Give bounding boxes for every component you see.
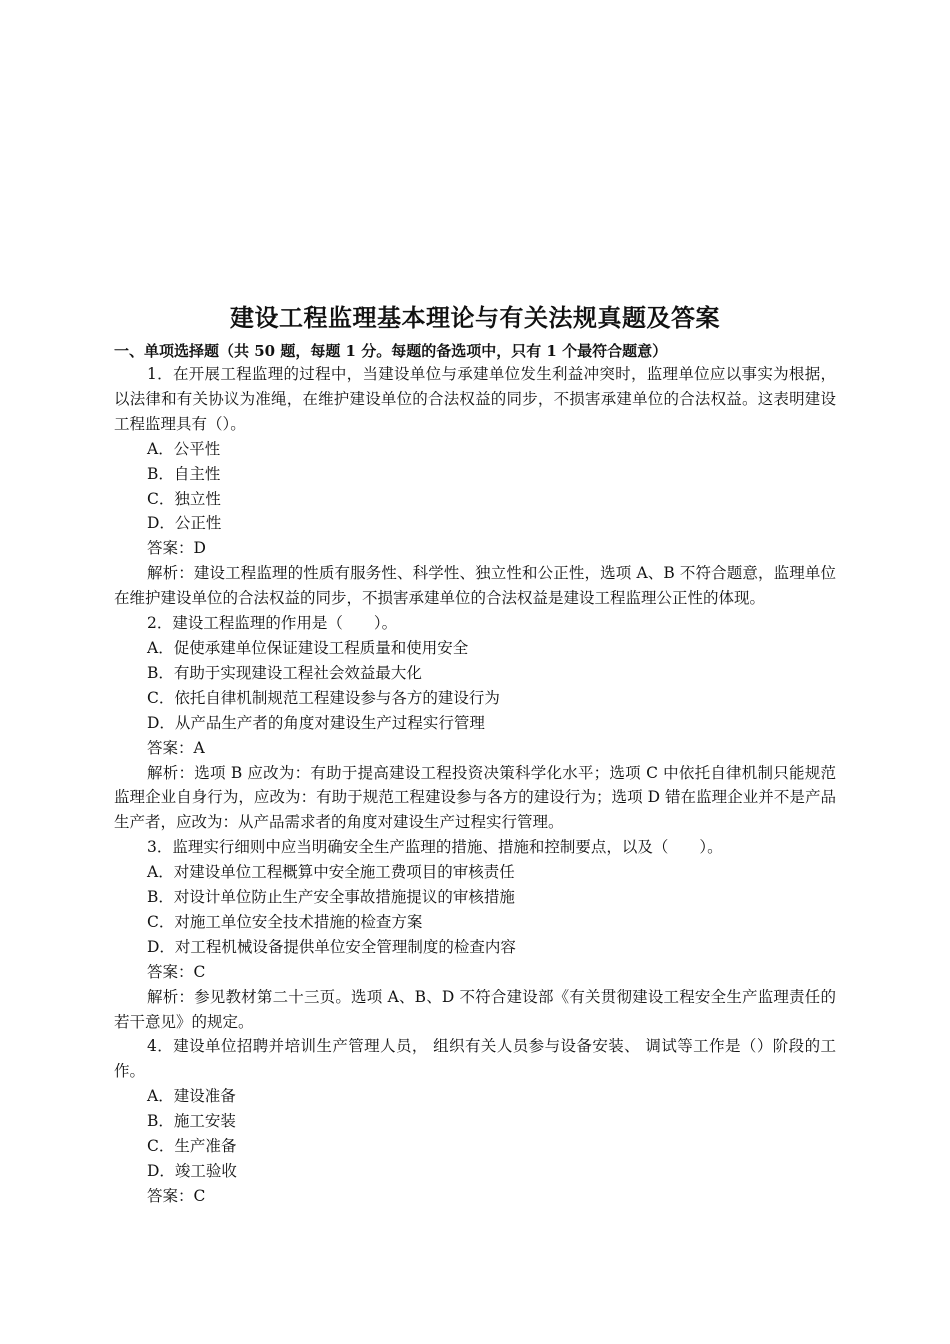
analysis-text: 解析：选项 B 应改为：有助于提高建设工程投资决策科学化水平；选项 C 中依托自律机制只能规范监理企业自身行为，应改为：有助于规范工程建设参与各方的建设行为；选项 D 错在监理企业并不是产品生产者，应改为：从产品需求者的角度对建设生产过程实行管理。 [114,763,836,832]
answer-line: 答案：D [147,539,206,558]
document-title: 建设工程监理基本理论与有关法规真题及答案 [230,303,720,332]
option-item: C．对施工单位安全技术措施的检查方案 [147,912,423,931]
option-item: A．建设准备 [147,1087,236,1106]
option-item: B．有助于实现建设工程社会效益最大化 [147,663,422,682]
option-item: D．从产品生产者的角度对建设生产过程实行管理 [147,713,485,732]
answer-line: 答案：C [147,1186,206,1205]
question-stem: 4．建设单位招聘并培训生产管理人员， 组织有关人员参与设备安装、 调试等工作是（）阶段的工作。 [114,1037,837,1081]
questions-body [114,362,836,1209]
option-item: B．施工安装 [147,1112,236,1131]
option-item: C．独立性 [147,489,221,508]
section-heading: 一、单项选择题（共 50 题，每题 1 分。每题的备选项中，只有 1 个最符合题意） [114,342,668,360]
question-stem: 2．建设工程监理的作用是（ ）。 [147,614,398,633]
answer-line: 答案：A [147,738,205,757]
option-item: B．对设计单位防止生产安全事故措施提议的审核措施 [147,888,515,907]
option-item: D．竣工验收 [147,1162,237,1180]
option-item: C．生产准备 [147,1137,237,1156]
option-item: A．公平性 [147,439,221,458]
question-stem: 3．监理实行细则中应当明确安全生产监理的措施、措施和控制要点，以及（ ）。 [147,838,723,857]
question-stem: 1．在开展工程监理的过程中，当建设单位与承建单位发生利益冲突时，监理单位应以事实为根据，以法律和有关协议为准绳，在维护建设单位的合法权益的同步，不损害承建单位的合法权益。这表明建设工程监理具有（）。 [114,365,836,433]
answer-line: 答案：C [147,962,206,981]
option-item: A．对建设单位工程概算中安全施工费项目的审核责任 [147,863,515,882]
analysis-text: 解析：建设工程监理的性质有服务性、科学性、独立性和公正性，选项 A、B 不符合题意，监理单位在维护建设单位的合法权益的同步，不损害承建单位的合法权益是建设工程监理公正性的体现。 [114,564,836,608]
option-item: C．依托自律机制规范工程建设参与各方的建设行为 [147,688,500,707]
option-item: D．公正性 [147,514,222,533]
option-item: A．促使承建单位保证建设工程质量和使用安全 [147,638,469,657]
option-item: D．对工程机械设备提供单位安全管理制度的检查内容 [147,937,516,956]
option-item: B．自主性 [147,464,221,483]
analysis-text: 解析：参见教材第二十三页。选项 A、B、D 不符合建设部《有关贯彻建设工程安全生产监理责任的若干意见》的规定。 [114,987,836,1031]
